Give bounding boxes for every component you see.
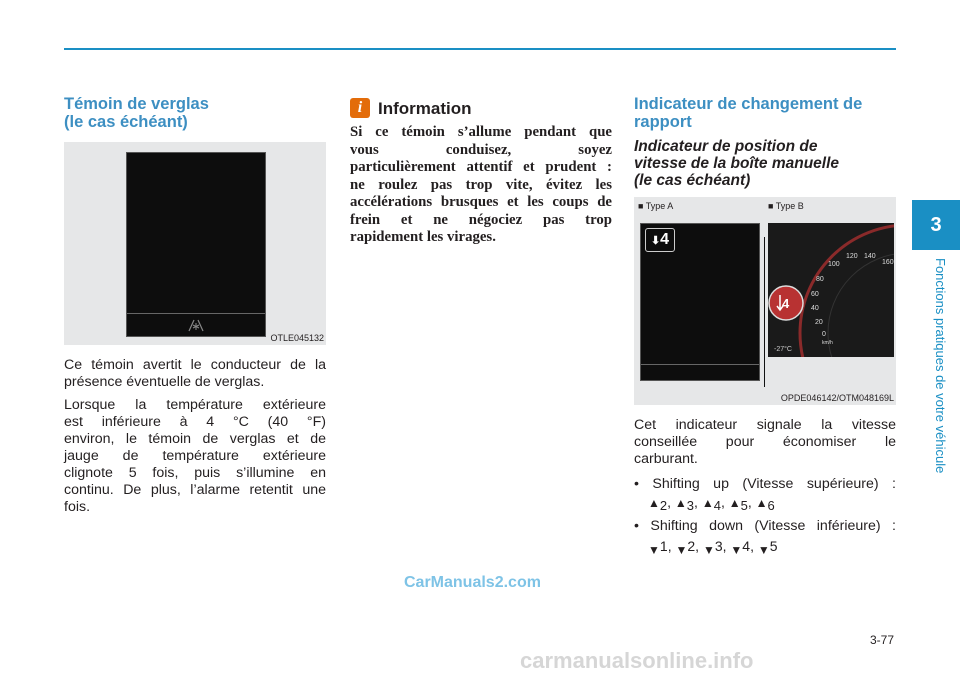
info-title: Information [378,99,472,118]
heading-line: rapport [634,113,692,131]
arrow-up-icon: ▲ [701,496,714,510]
text-line: Cet indicateur signale la vitesse [634,417,896,433]
subheading-line: vitesse de la boîte manuelle [634,155,840,172]
text-line: Lorsque la température extérieure [64,397,326,413]
subheading-manual-gear [634,138,839,189]
text-line: rapidement les virages. [350,229,496,245]
gauge-tick: 0 [822,331,826,338]
type-a-display [640,223,760,381]
subheading-line: (le cas échéant) [634,172,751,189]
gauge-tick: 160 [882,259,894,266]
subheading-line: Indicateur de position de [634,138,818,155]
gear-position-indicator [645,228,675,252]
text-line: continu. De plus, l’alarme retentit une [64,482,326,498]
gear-number: 3 [686,498,695,513]
outside-temperature: -27°C [774,346,792,353]
arrow-down-icon: ▼ [757,543,770,557]
speedometer-gauge-icon [768,223,894,357]
text-line: vous conduisez, soyez [350,141,612,158]
arrow-down-icon: ▼ [675,543,688,557]
figure-code: OPDE046142/OTM048169L [780,393,894,403]
text-line: Si ce témoin s’allume pendant que [350,124,612,140]
gauge-tick: 140 [864,253,876,260]
text-line: particulièrement attentif et prudent : [350,159,612,175]
text-line: carburant. [634,451,698,467]
bullet-shift-up [634,476,896,493]
gauge-tick: 120 [846,253,858,260]
section-heading-gear-shift [634,95,862,131]
gear-number: 4 [782,296,790,311]
gauge-tick: 40 [811,305,819,312]
paragraph-1 [64,357,326,391]
heading-line: Témoin de verglas [64,95,209,113]
gauge-tick: 100 [828,261,840,268]
display-divider [641,364,759,365]
paragraph-gear-intro [634,417,896,468]
gauge-tick: 80 [816,276,824,283]
paragraph-2 [64,397,326,516]
arrow-down-icon: ⬇ [650,234,661,247]
watermark-link[interactable]: CarManuals2.com [404,574,541,591]
type-a-label: ■ Type A [638,201,674,211]
gear-number: 4 [660,231,670,248]
gear-number: 1 [659,538,668,554]
text-line: environ, le témoin de verglas et de [64,431,326,447]
arrow-up-icon: ▲ [674,496,687,510]
down-gear-list: ▼1, ▼2, ▼3, ▼4, ▼5 [648,538,778,557]
gear-number: 2 [659,498,668,513]
gear-number: 2 [687,538,696,554]
bullet-label: • Shifting down (Vitesse inférieure) : [634,518,896,534]
gauge-tick: 60 [811,291,819,298]
text-line: frein et ne négociez pas trop [350,211,612,228]
gear-number: 5 [740,498,748,513]
text-line: ne roulez pas trop vite, évitez les [350,176,612,193]
up-gear-list: ▲2, ▲3, ▲4, ▲5, ▲6 [648,494,775,513]
heading-line: Indicateur de changement de [634,95,863,113]
text-line: jauge de température extérieure [64,448,326,464]
page-number: 3-77 [870,633,895,647]
bullet-label: • Shifting up (Vitesse supérieure) : [634,476,896,492]
gauge-tick: 20 [815,319,823,326]
text-line: Ce témoin avertit le conducteur de la [64,357,326,373]
text-line: est inférieure à 4 °C (40 °F) [64,414,326,430]
info-text [350,124,612,247]
display-divider [127,313,265,314]
cluster-display [126,152,266,337]
text-line: clignote 5 fois, puis s’illumine en [64,465,326,481]
figure-code: OTLE045132 [270,333,324,343]
type-b-label: ■ Type B [768,201,804,211]
gear-number: 4 [713,498,721,513]
figure-divider [764,237,765,387]
text-line: présence éventuelle de verglas. [64,374,265,390]
arrow-down-icon: ▼ [730,543,743,557]
gear-number: 6 [767,498,775,513]
header-rule [64,48,896,50]
gear-number: 5 [769,538,778,554]
ice-warning-figure [64,142,326,345]
arrow-down-icon: ▼ [702,543,715,557]
text-line: fois. [64,499,91,515]
gear-number: 4 [742,538,751,554]
type-b-gauge [768,223,894,357]
gear-number: 3 [714,538,723,554]
arrow-up-icon: ▲ [755,496,768,510]
bullet-shift-down [634,518,896,535]
text-line: conseillée pour économiser le [634,434,896,450]
gear-indicator-figure [634,197,896,405]
info-icon: i [350,98,370,118]
section-heading-ice-warning [64,95,209,131]
footer-watermark: carmanualsonline.info [520,648,754,673]
arrow-down-icon: ▼ [648,543,660,557]
chapter-side-title: Fonctions pratiques de votre véhicule [933,258,948,474]
road-ice-icon [187,318,205,332]
gauge-unit: km/h [822,340,833,346]
heading-line: (le cas échéant) [64,113,188,131]
chapter-tab: 3 [912,200,960,250]
text-line: accélérations brusques et les coups de [350,194,612,210]
arrow-up-icon: ▲ [648,496,660,510]
arrow-up-icon: ▲ [728,496,741,510]
